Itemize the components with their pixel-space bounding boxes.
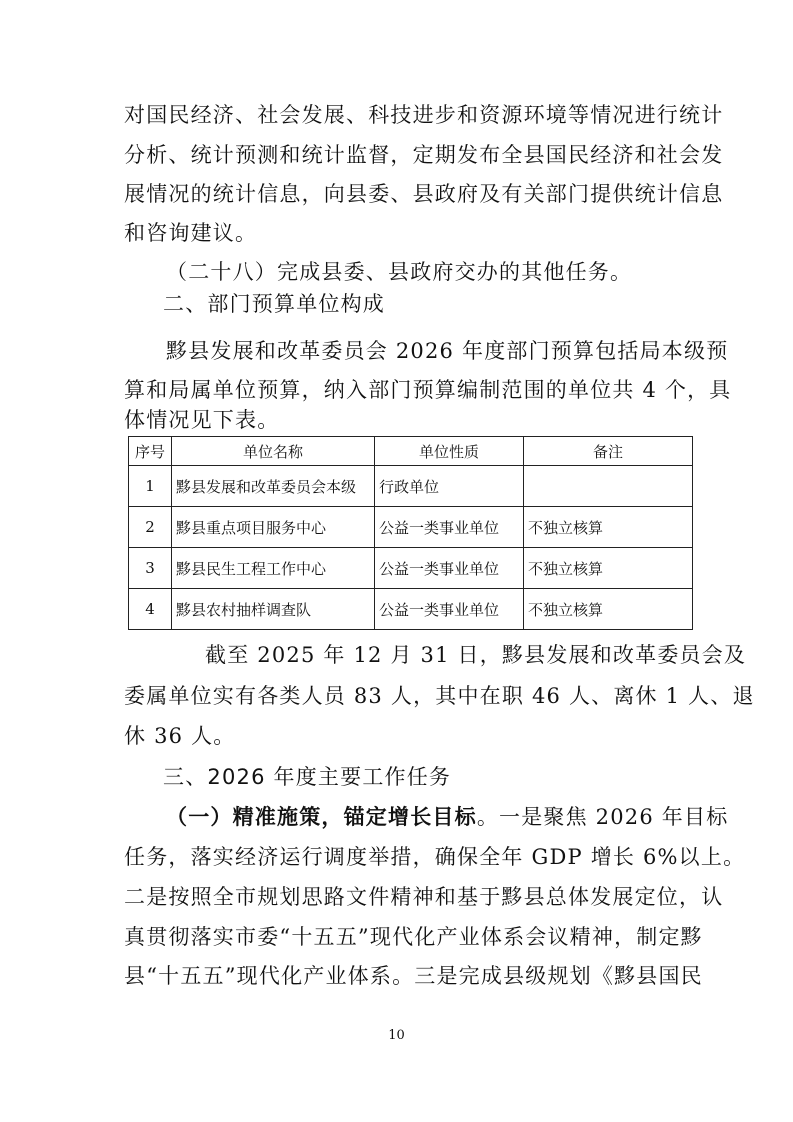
cell-unit-type: 公益一类事业单位: [375, 507, 524, 548]
cell-note: 不独立核算: [524, 507, 693, 548]
paragraph-line: 体情况见下表。: [124, 408, 280, 432]
task-item-28: （二十八）完成县委、县政府交办的其他任务。: [166, 260, 633, 284]
paragraph-line: 县“十五五”现代化产业体系。三是完成县级规划《黟县国民: [124, 964, 703, 988]
paragraph-line: 分析、统计预测和统计监督，定期发布全县国民经济和社会发: [124, 143, 724, 167]
paragraph-line: 休 36 人。: [124, 724, 236, 748]
page-number: 10: [388, 1028, 405, 1043]
cell-unit-name: 黟县重点项目服务中心: [172, 507, 375, 548]
paragraph-line: 算和局属单位预算，纳入部门预算编制范围的单位共 4 个，具: [124, 378, 732, 402]
section-heading-budget-units: 二、部门预算单位构成: [163, 292, 385, 316]
cell-seq: 2: [129, 507, 172, 548]
cell-seq: 3: [129, 548, 172, 589]
paragraph-line: 委属单位实有各类人员 83 人，其中在职 46 人、离休 1 人、退: [124, 684, 755, 708]
table-row: [129, 589, 693, 630]
budget-units-table: [128, 436, 693, 630]
paragraph-line: [166, 803, 729, 831]
cell-unit-type: 公益一类事业单位: [375, 548, 524, 589]
section-heading-main-tasks: 三、2026 年度主要工作任务: [163, 765, 452, 789]
cell-note: 不独立核算: [524, 589, 693, 630]
cell-note: [524, 466, 693, 507]
bold-lead-text: （一）精准施策，锚定增长目标: [166, 804, 477, 829]
paragraph-line: 黟县发展和改革委员会 2026 年度部门预算包括局本级预: [166, 339, 729, 363]
lead-rest-text: 。一是聚焦 2026 年目标: [476, 805, 729, 829]
paragraph-line: 任务，落实经济运行调度举措，确保全年 GDP 增长 6%以上。: [124, 845, 746, 869]
cell-note: 不独立核算: [524, 548, 693, 589]
column-header: 单位性质: [375, 437, 524, 466]
table-row: [129, 548, 693, 589]
paragraph-line: 对国民经济、社会发展、科技进步和资源环境等情况进行统计: [124, 103, 724, 127]
cell-seq: 1: [129, 466, 172, 507]
paragraph-line: 展情况的统计信息，向县委、县政府及有关部门提供统计信息: [124, 182, 724, 206]
paragraph-line: 二是按照全市规划思路文件精神和基于黟县总体发展定位，认: [124, 885, 724, 909]
column-header: 序号: [129, 437, 172, 466]
column-header: 单位名称: [172, 437, 375, 466]
cell-unit-type: 行政单位: [375, 466, 524, 507]
cell-unit-name: 黟县民生工程工作中心: [172, 548, 375, 589]
table-row: [129, 466, 693, 507]
table-row: [129, 507, 693, 548]
paragraph-line: 和咨询建议。: [124, 221, 258, 245]
paragraph-line: 真贯彻落实市委“十五五”现代化产业体系会议精神，制定黟: [124, 925, 703, 949]
paragraph-line: 截至 2025 年 12 月 31 日，黟县发展和改革委员会及: [205, 643, 747, 667]
cell-unit-type: 公益一类事业单位: [375, 589, 524, 630]
cell-seq: 4: [129, 589, 172, 630]
cell-unit-name: 黟县农村抽样调查队: [172, 589, 375, 630]
cell-unit-name: 黟县发展和改革委员会本级: [172, 466, 375, 507]
table-header-row: [129, 437, 693, 466]
column-header: 备注: [524, 437, 693, 466]
